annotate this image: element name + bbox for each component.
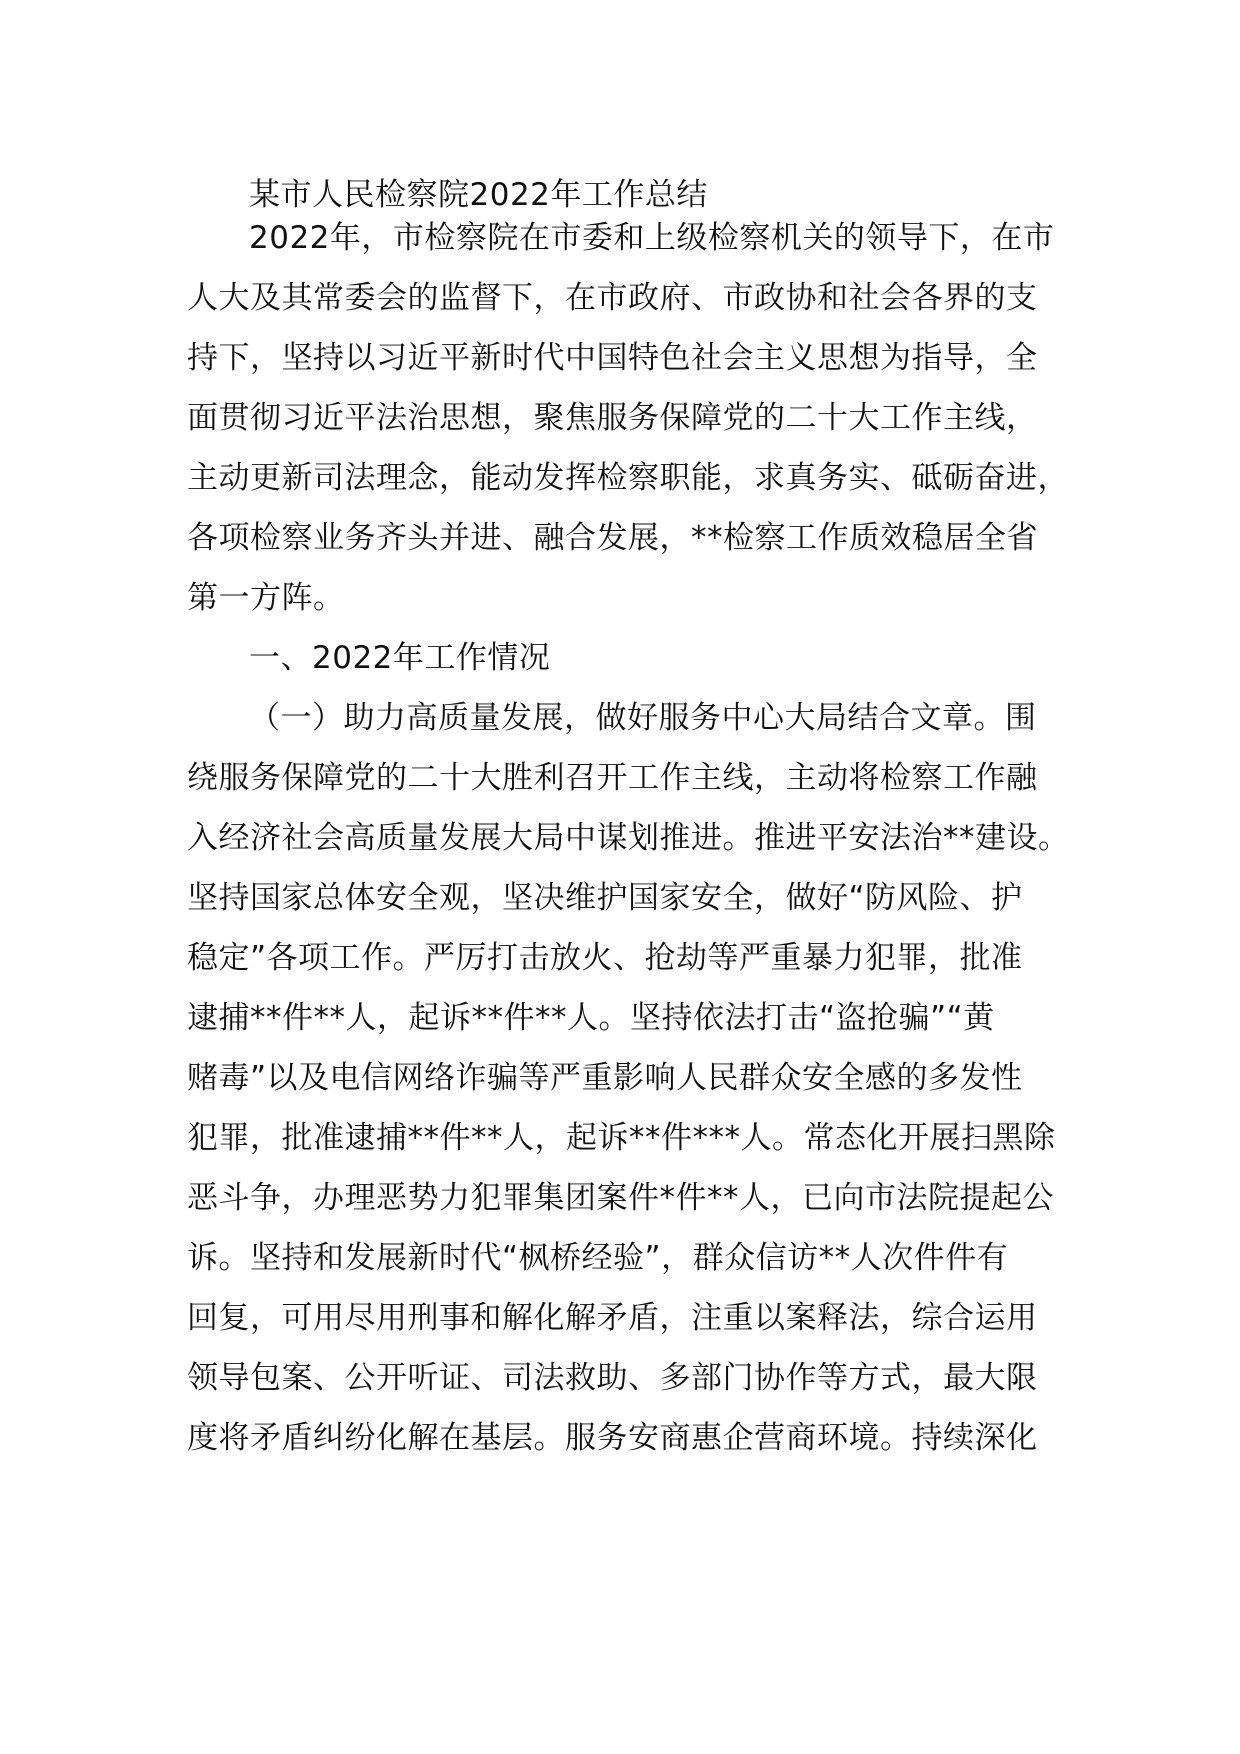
document-title: 某市人民检察院2022年工作总结 <box>249 177 708 213</box>
paragraph-line: 绕服务保障党的二十大胜利召开工作主线，主动将检察工作融 <box>187 760 1038 796</box>
paragraph-line: 2022年，市检察院在市委和上级检察机关的领导下，在市 <box>249 220 1055 256</box>
paragraph-line: 领导包案、公开听证、司法救助、多部门协作等方式，最大限 <box>187 1360 1038 1396</box>
paragraph-line: 持下，坚持以习近平新时代中国特色社会主义思想为指导，全 <box>187 340 1038 376</box>
paragraph-line: （一）助力高质量发展，做好服务中心大局结合文章。围 <box>249 700 1037 736</box>
paragraph-line: 面贯彻习近平法治思想，聚焦服务保障党的二十大工作主线， <box>187 400 1038 436</box>
paragraph-line: 赌毒”以及电信网络诈骗等严重影响人民群众安全感的多发性 <box>187 1060 1023 1096</box>
paragraph-line: 恶斗争，办理恶势力犯罪集团案件*件**人，已向市法院提起公 <box>187 1180 1054 1216</box>
paragraph-line: 度将矛盾纠纷化解在基层。服务安商惠企营商环境。持续深化 <box>187 1420 1038 1456</box>
paragraph-line: 坚持国家总体安全观，坚决维护国家安全，做好“防风险、护 <box>187 880 1023 916</box>
paragraph-line: 主动更新司法理念，能动发挥检察职能，求真务实、砥砺奋进， <box>187 460 1069 496</box>
paragraph-line: 第一方阵。 <box>187 580 345 616</box>
paragraph-line: 逮捕**件**人，起诉**件**人。坚持依法打击“盗抢骗”“黄 <box>187 1000 995 1036</box>
section-heading: 一、2022年工作情况 <box>249 640 551 676</box>
paragraph-line: 各项检察业务齐头并进、融合发展，**检察工作质效稳居全省 <box>187 520 1038 556</box>
paragraph-line: 稳定”各项工作。严厉打击放火、抢劫等严重暴力犯罪，批准 <box>187 940 1023 976</box>
paragraph-line: 诉。坚持和发展新时代“枫桥经验”，群众信访**人次件件有 <box>187 1240 1009 1276</box>
paragraph-line: 入经济社会高质量发展大局中谋划推进。推进平安法治**建设。 <box>187 820 1070 856</box>
paragraph-line: 人大及其常委会的监督下，在市政府、市政协和社会各界的支 <box>187 280 1038 316</box>
paragraph-line: 回复，可用尽用刑事和解化解矛盾，注重以案释法，综合运用 <box>187 1300 1038 1336</box>
paragraph-line: 犯罪，批准逮捕**件**人，起诉**件***人。常态化开展扫黑除 <box>187 1120 1056 1156</box>
